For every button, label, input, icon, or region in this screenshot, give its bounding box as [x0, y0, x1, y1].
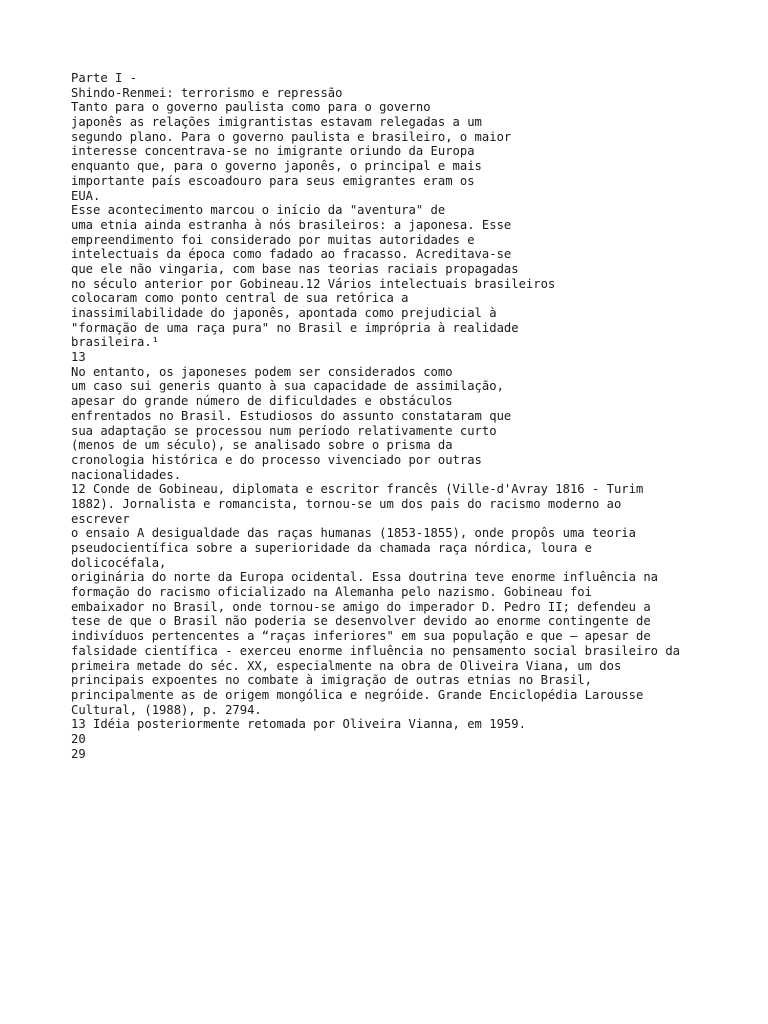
text-line: enfrentados no Brasil. Estudiosos do assunto constataram que — [71, 408, 512, 423]
text-line: enquanto que, para o governo japonês, o principal e mais — [71, 159, 482, 174]
text-line: formação do racismo oficializado na Alemanha pelo nazismo. Gobineau foi — [71, 585, 592, 600]
text-line: colocaram como ponto central de sua retórica a — [71, 291, 409, 306]
text-line: importante país escoadouro para seus emigrantes eram os — [71, 173, 475, 188]
text-line: 12 Conde de Gobineau, diplomata e escritor francês (Ville-d'Avray 1816 - Turim — [71, 482, 644, 497]
text-line: no século anterior por Gobineau.12 Vários intelectuais brasileiros — [71, 276, 556, 291]
text-line: EUA. — [71, 188, 101, 203]
text-line: segundo plano. Para o governo paulista e brasileiro, o maior — [71, 129, 512, 144]
text-line: 20 — [71, 731, 86, 746]
text-line: primeira metade do séc. XX, especialmente na obra de Oliveira Viana, um dos — [71, 658, 622, 673]
text-line: nacionalidades. — [71, 467, 182, 482]
text-line: indivíduos pertencentes a “raças inferiores" em sua população e que – apesar de — [71, 629, 651, 644]
text-line: Tanto para o governo paulista como para o governo — [71, 100, 431, 115]
text-line: 1882). Jornalista e romancista, tornou-se um dos pais do racismo moderno ao — [71, 496, 622, 511]
text-line: Cultural, (1988), p. 2794. — [71, 702, 262, 717]
text-line: principalmente as de origem mongólica e negróide. Grande Enciclopédia Larousse — [71, 687, 644, 702]
text-line: empreendimento foi considerado por muitas autoridades e — [71, 232, 475, 247]
document-page — [71, 71, 761, 761]
text-line: brasileira.¹ — [71, 335, 160, 350]
text-line: principais expoentes no combate à imigração de outras etnias no Brasil, — [71, 673, 592, 688]
text-line: "formação de uma raça pura" no Brasil e imprópria à realidade — [71, 320, 519, 335]
text-line: intelectuais da época como fadado ao fracasso. Acreditava-se — [71, 247, 512, 262]
text-line: embaixador no Brasil, onde tornou-se amigo do imperador D. Pedro II; defendeu a — [71, 599, 651, 614]
text-line: pseudocientífica sobre a superioridade da chamada raça nórdica, loura e — [71, 541, 592, 555]
text-line: 29 — [71, 746, 86, 761]
text-line: Esse acontecimento marcou o início da "aventura" de — [71, 203, 446, 218]
text-line: o ensaio A desigualdade das raças humanas (1853-1855), onde propôs uma teoria — [71, 526, 636, 541]
text-line: inassimilabilidade do japonês, apontada como prejudicial à — [71, 306, 497, 320]
text-line: apesar do grande número de dificuldades e obstáculos — [71, 394, 453, 409]
text-line: sua adaptação se processou num período relativamente curto — [71, 423, 497, 438]
text-line: falsidade científica - exerceu enorme influência no pensamento social brasileiro da — [71, 643, 681, 658]
text-line: (menos de um século), se analisado sobre o prisma da — [71, 438, 453, 453]
text-line: Parte I - — [71, 71, 138, 85]
text-line: 13 — [71, 350, 86, 365]
text-line: tese de que o Brasil não poderia se desenvolver devido ao enorme contingente de — [71, 614, 651, 629]
text-line: uma etnia ainda estranha à nós brasileiros: a japonesa. Esse — [71, 217, 512, 232]
text-line: No entanto, os japoneses podem ser considerados como — [71, 364, 453, 379]
text-line: escrever — [71, 511, 130, 526]
text-line: cronologia histórica e do processo vivenciado por outras — [71, 452, 482, 467]
text-line: dolicocéfala, — [71, 555, 167, 570]
text-line: originária do norte da Europa ocidental. Essa doutrina teve enorme influência na — [71, 570, 658, 585]
text-line: um caso sui generis quanto à sua capacidade de assimilação, — [71, 379, 504, 394]
text-line: que ele não vingaria, com base nas teorias raciais propagadas — [71, 261, 519, 276]
text-line: 13 Idéia posteriormente retomada por Oliveira Vianna, em 1959. — [71, 717, 526, 732]
text-line: japonês as relações imigrantistas estavam relegadas a um — [71, 115, 482, 130]
text-line: interesse concentrava-se no imigrante oriundo da Europa — [71, 144, 475, 159]
text-line: Shindo-Renmei: terrorismo e repressão — [71, 85, 343, 100]
